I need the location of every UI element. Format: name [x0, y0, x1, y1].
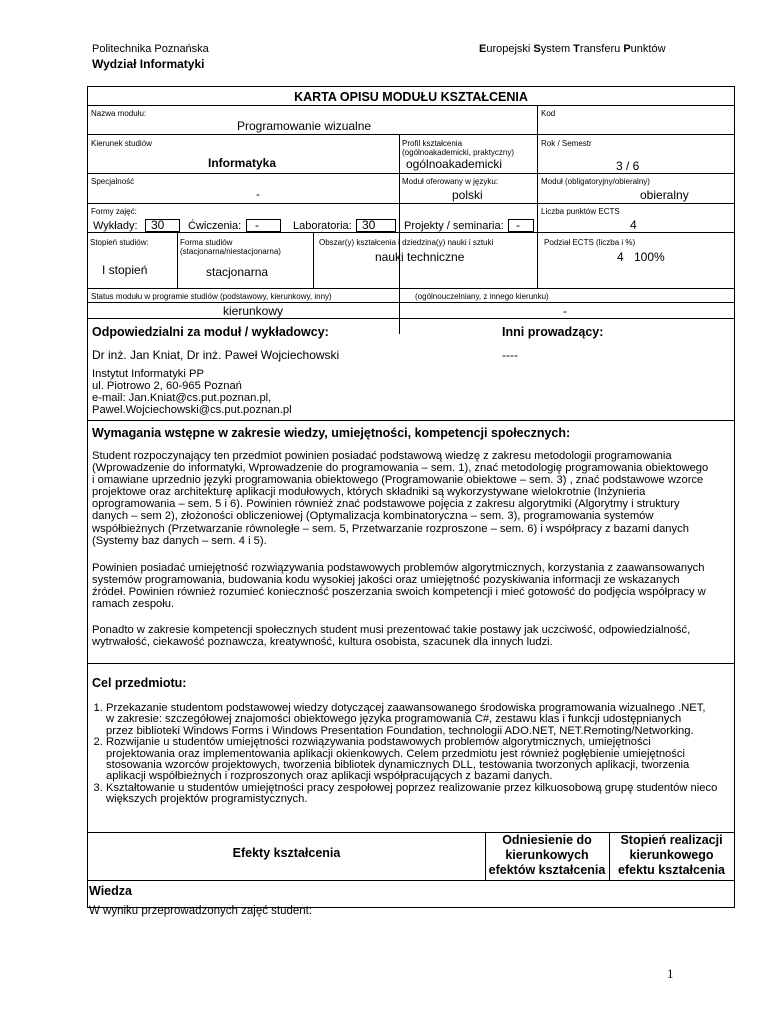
knowledge-heading: Wiedza — [89, 884, 132, 898]
projects-label: Projekty / seminaria: — [404, 220, 504, 232]
laboratory-hours: 30 — [362, 218, 376, 232]
knowledge-intro: W wyniku przeprowadzonych zajęć student: — [89, 905, 313, 917]
exercises-hours: - — [255, 218, 259, 232]
laboratory-label: Laboratoria: — [293, 220, 352, 232]
ects-label: Liczba punktów ECTS — [541, 207, 620, 216]
prerequisites-skills: Powinien posiadać umiejętność rozwiązywania podstawowych problemów algorytmicznych, korzystania z zaawansowanych systemów programowania, budowania kodu wysokiej jakości oraz umiejętność pozyskiwania informacji ze wskazanych źródeł. Powinien również rozumieć konieczność poszerzania swoich kompetencji i mieć gotowość do podjęcia współpracy w ramach zespołu. — [92, 562, 706, 611]
specialty-value: - — [256, 187, 260, 201]
responsible-names: Dr inż. Jan Kniat, Dr inż. Paweł Wojciechowski — [92, 348, 340, 362]
prerequisites-heading: Wymagania wstępne w zakresie wiedzy, umiejętności, kompetencji społecznych: — [92, 426, 571, 440]
language-label: Moduł oferowany w języku: — [402, 177, 499, 186]
lectures-label: Wykłady: — [93, 220, 138, 232]
exercises-label: Ćwiczenia: — [188, 220, 242, 232]
other-teachers-heading: Inni prowadzący: — [502, 325, 604, 339]
ects-system-title — [479, 43, 666, 55]
outcomes-reference-header: Odniesienie do kierunkowych efektów kształcenia — [488, 833, 606, 877]
projects-hours: - — [516, 218, 520, 232]
lectures-hours: 30 — [151, 218, 165, 232]
study-form-label: Forma studiów — [180, 238, 233, 247]
ects-title-word: uropejski — [486, 43, 534, 55]
faculty-name: Wydział Informatyki — [92, 57, 205, 71]
status-label-other: (ogólnouczelniany, z innego kierunku) — [415, 292, 549, 301]
field-label: Kierunek studiów — [91, 139, 152, 148]
area-label: Obszar(y) kształcenia i dziedzina(y) nauki i sztuki — [319, 238, 494, 247]
prerequisites-competences: Ponadto w zakresie kompetencji społecznych student musi prezentować takie postawy jak uczciwość, odpowiedzialność, wytrwałość, ciekawość poznawcza, kreatywność, kultura osobista, szacunek dla innych ludzi. — [92, 624, 691, 649]
ects-title-initial: E — [479, 43, 487, 55]
specialty-label: Specjalność — [91, 177, 135, 186]
field-of-study: Informatyka — [208, 156, 277, 170]
ects-value: 4 — [630, 218, 637, 232]
classes-label: Formy zajęć: — [91, 207, 137, 216]
other-teachers: ---- — [502, 348, 518, 362]
responsible-address: Instytut Informatyki PP ul. Piotrowo 2, 60-965 Poznań e-mail: Jan.Kniat@cs.put.poznan.pl, Pawel.Wojciechowski@cs.put.poznan.pl — [92, 368, 292, 416]
status-value-other: - — [563, 304, 567, 318]
ects-share-percent: 100% — [634, 250, 665, 264]
ects-title-word: unktów — [630, 43, 666, 55]
ects-title-initial: S — [533, 43, 541, 55]
responsible-heading: Odpowiedzialni za moduł / wykładowcy: — [92, 325, 329, 339]
profile-sublabel: (ogólnoakademicki, praktyczny) — [402, 148, 515, 157]
prerequisites-knowledge: Student rozpoczynający ten przedmiot powinien posiadać podstawową wiedzę z zakresu metodologii programowania (Wprowadzenie do informatyki, Wprowadzenie do programowania – sem. 1), znać metodologię programowania obiektowego i omawiane uprzednio języki programowania obiektowego (Programowanie obiektowe – sem. 3) , znać podstawowe wzorce projektowe oraz architekturę aplikacji modułowych, których składniki są wykorzystywane wielokrotnie (Inżynieria oprogramowania – sem. 5 i 6). Powinien również znać podstawowe pojęcia z zakresu algorytmiki (Algorytmy i struktury danych – sem 2), złożoności obliczeniowej (Optymalizacja kombinatoryczna – sem. 3), programowania systemów współbieżnych (Przetwarzanie równoległe – sem. 5, Przetwarzanie rozproszone – sem. 6) i współpracy z bazami danych (Systemy baz danych – sem. 4 i 5). — [92, 450, 709, 547]
profile-value: ogólnoakademicki — [406, 157, 503, 171]
level-label: Stopień studiów: — [90, 238, 149, 247]
status-label: Status modułu w programie studiów (podstawowy, kierunkowy, inny) — [91, 292, 332, 301]
study-form-sublabel: (stacjonarna/niestacjonarna) — [180, 247, 281, 256]
module-name-label: Nazwa modułu: — [91, 109, 147, 118]
ects-share-label: Podział ECTS (liczba i %) — [544, 238, 636, 247]
year-semester: 3 / 6 — [616, 159, 640, 173]
ects-title-word: ransferu — [579, 43, 624, 55]
goal-heading: Cel przedmiotu: — [92, 676, 187, 690]
module-name: Programowanie wizualne — [237, 119, 372, 133]
obligatory-value: obieralny — [640, 188, 689, 202]
goal-item: 3. Kształtowanie u studentów umiejętności pracy zespołowej poprzez realizowanie przez kilkuosobową grupę studentów nieco większych projektów programistycznych. — [106, 783, 746, 806]
status-value: kierunkowy — [223, 304, 284, 318]
page-number: 1 — [667, 966, 674, 981]
ects-title-initial: P — [623, 43, 631, 55]
code-label: Kod — [541, 109, 556, 118]
ects-title-word: ystem — [540, 43, 574, 55]
profile-label: Profil kształcenia — [402, 139, 463, 148]
university-name: Politechnika Poznańska — [92, 43, 209, 55]
level-value: I stopień — [102, 263, 148, 277]
ects-share-number: 4 — [617, 250, 624, 264]
goal-list — [88, 703, 746, 806]
study-form-value: stacjonarna — [206, 265, 269, 279]
area-value: nauki techniczne — [375, 250, 465, 264]
language-value: polski — [452, 188, 483, 202]
outcomes-header: Efekty kształcenia — [232, 846, 341, 860]
goal-item: 2. Rozwijanie u studentów umiejętności rozwiązywania podstawowych problemów algorytmicznych, umiejętności projektowania oraz implementowania aplikacji okienkowych. Celem przedmiotu jest również pogłębienie umiejętności stosowania wzorców projektowych, tworzenia bibliotek dynamicznych DLL, testowania tworzonych aplikacji, tworzenia aplikacji współbieżnych i rozproszonych oraz aplikacji współpracujących z bazami danych. — [106, 737, 746, 783]
ects-title-initial: T — [573, 43, 580, 55]
outcomes-realization-header: Stopień realizacji kierunkowego efektu kształcenia — [618, 833, 725, 877]
year-semester-label: Rok / Semestr — [541, 139, 592, 148]
obligatory-label: Moduł (obligatoryjny/obieralny) — [541, 177, 650, 186]
module-card-table — [87, 86, 735, 917]
card-title: KARTA OPISU MODUŁU KSZTAŁCENIA — [294, 90, 528, 104]
goal-item: 1. Przekazanie studentom podstawowej wiedzy dotyczącej zaawansowanego środowiska programowania wizualnego .NET, w zakresie: szczegółowej znajomości obiektowego języka programowania C#, zestawu klas i funkcji udostępnianych przez biblioteki Windows Forms i Windows Presentation Foundation, technologii ADO.NET, NET.Remoting/Networking. — [106, 703, 746, 737]
